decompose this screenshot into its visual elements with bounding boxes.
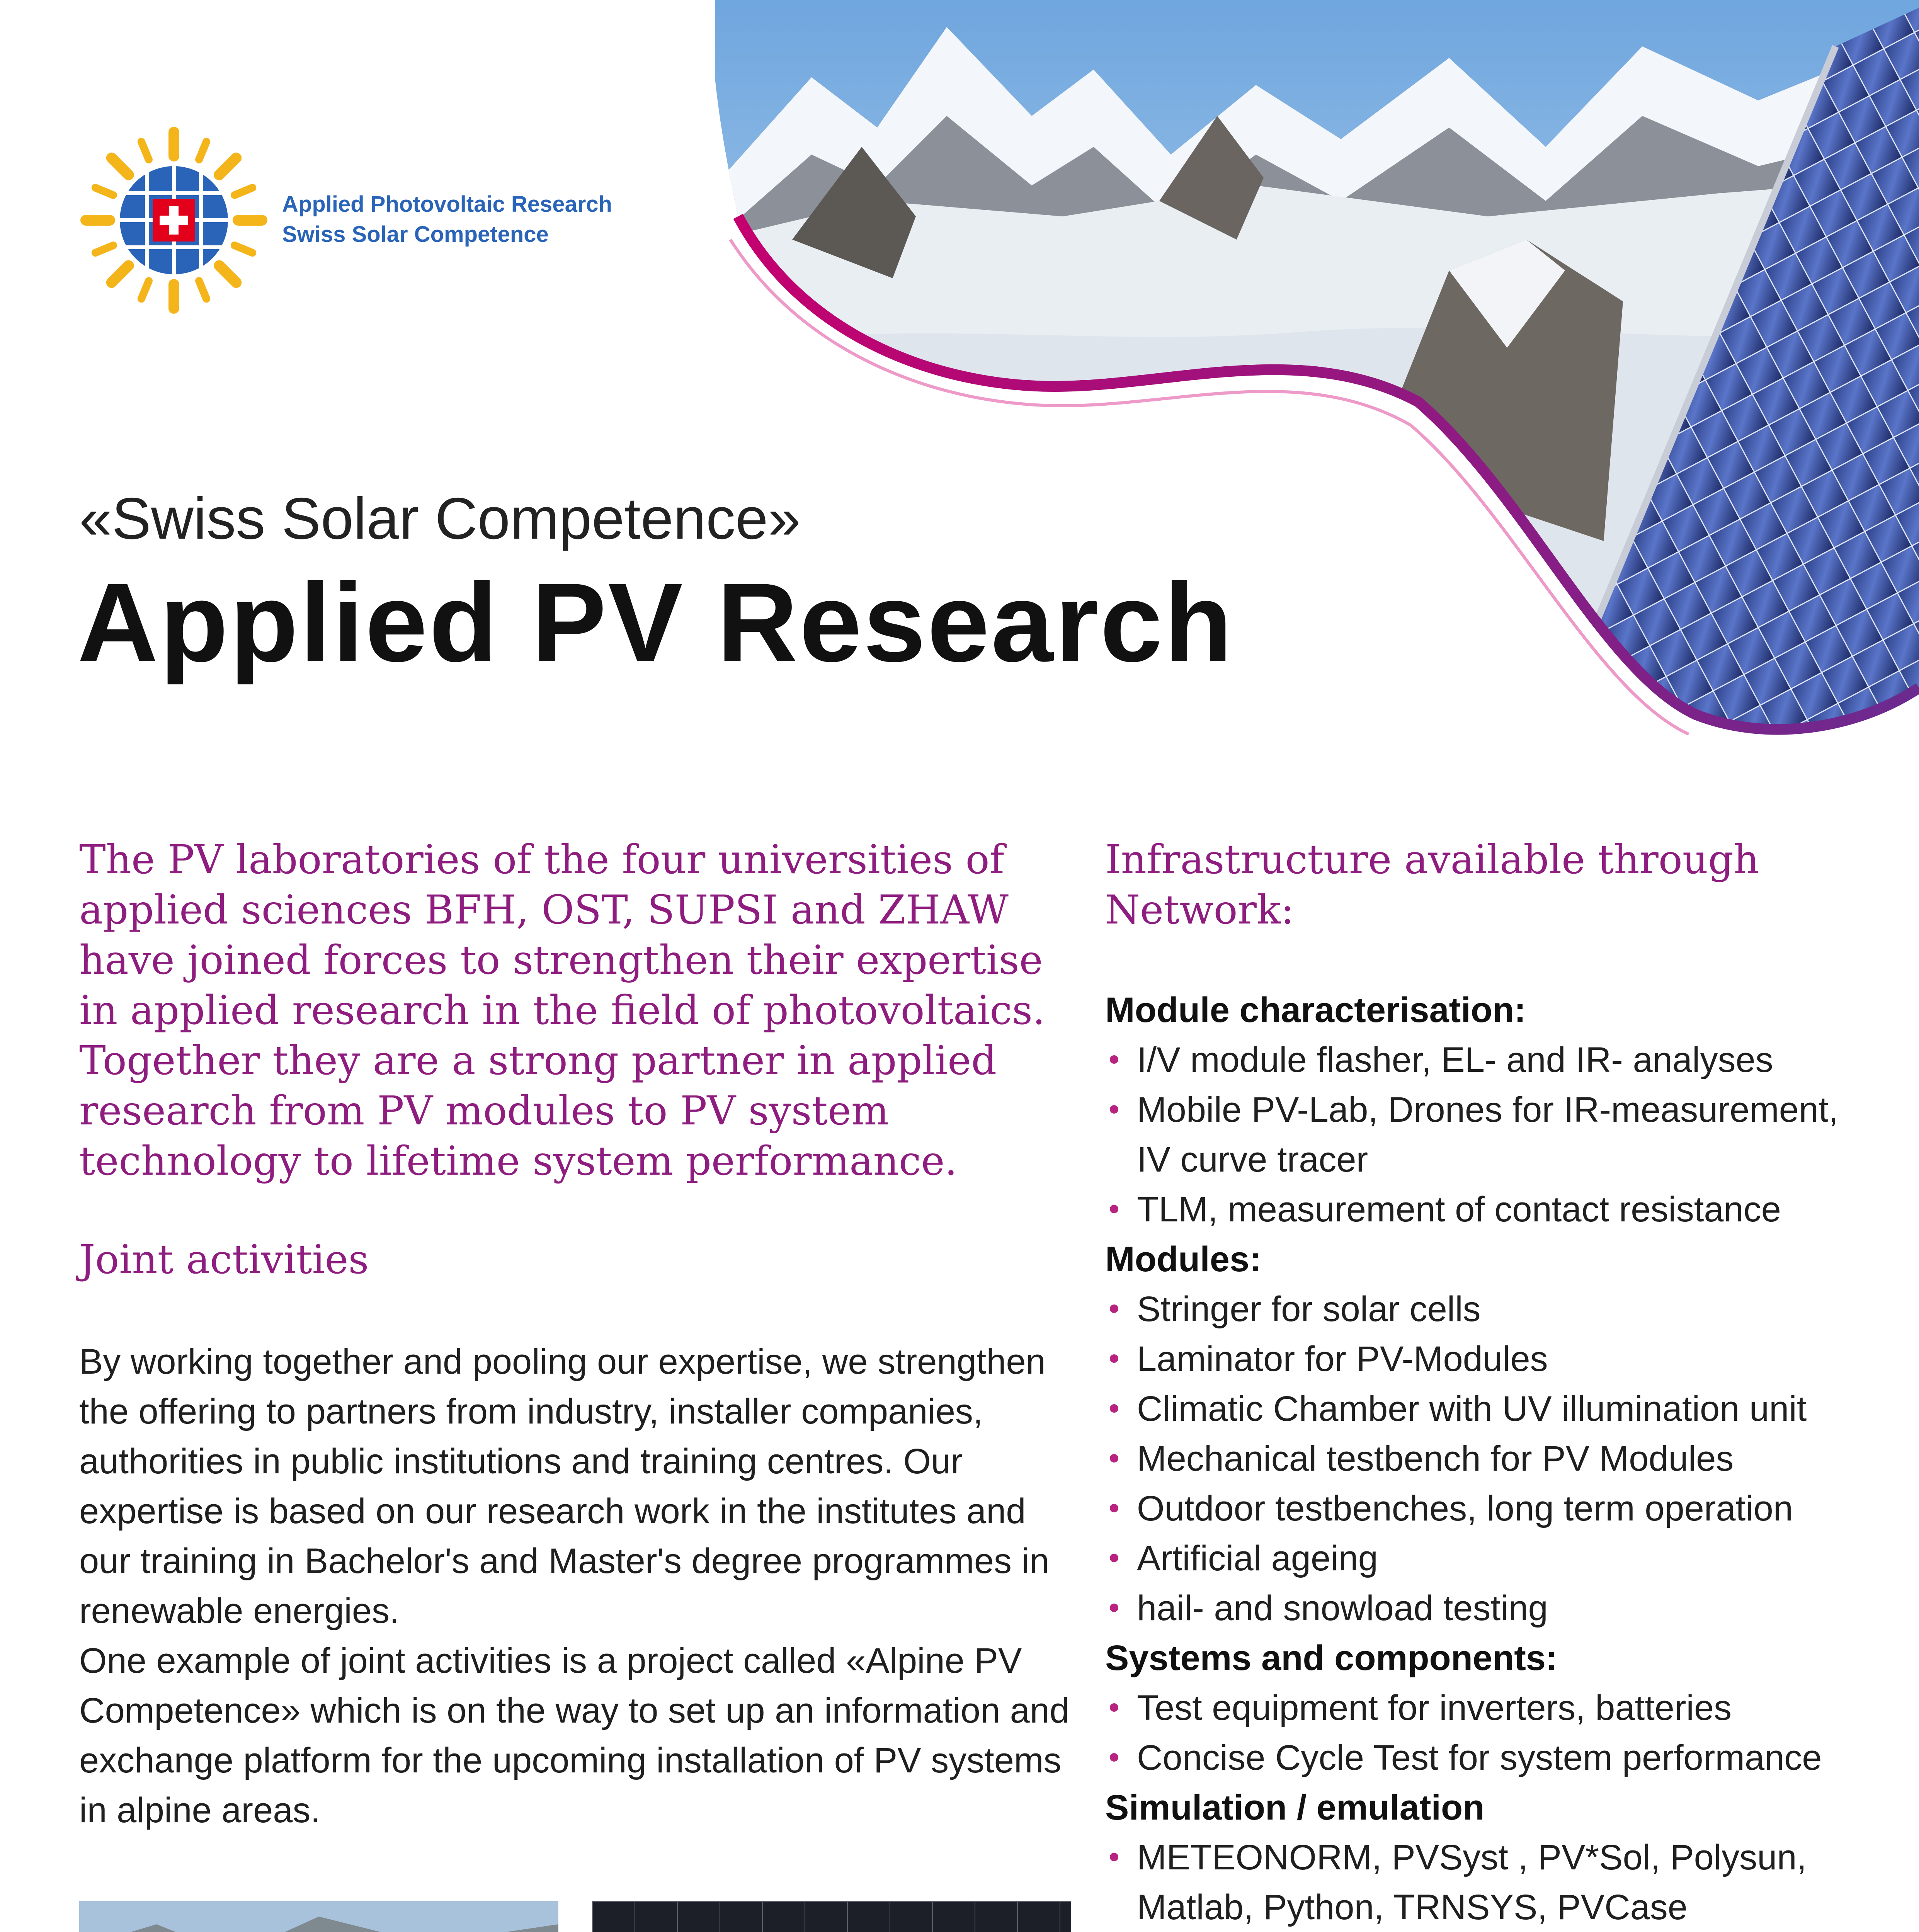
list-item: hail- and snowload testing — [1105, 1583, 1863, 1633]
joint-activities-text — [79, 1337, 1076, 1835]
list-item: Artificial ageing — [1105, 1534, 1863, 1583]
page-title: Applied PV Research — [77, 560, 1234, 685]
joint-activities-heading: Joint activities — [79, 1236, 369, 1283]
list-item: METEONORM, PVSyst , PV*Sol, Polysun, Matlab, Python, TRNSYS, PVCase — [1105, 1833, 1863, 1932]
list-simulation-emulation — [1105, 1833, 1863, 1932]
photo-hail-testing — [592, 1901, 1071, 1932]
list-systems-components — [1105, 1683, 1863, 1783]
swiss-sun-logo-icon — [77, 124, 270, 317]
logo-line-1: Applied Photovoltaic Research — [282, 192, 612, 217]
logo — [77, 124, 742, 317]
list-item: Laminator for PV-Modules — [1105, 1334, 1863, 1384]
page-subtitle: «Swiss Solar Competence» — [79, 486, 801, 551]
list-module-characterisation — [1105, 1035, 1863, 1235]
list-item: Test equipment for inverters, batteries — [1105, 1683, 1863, 1733]
list-item: TLM, measurement of contact resistance — [1105, 1185, 1863, 1235]
list-item: Concise Cycle Test for system performance — [1105, 1733, 1863, 1783]
infrastructure-column — [1105, 835, 1863, 1932]
joint-activities-paragraph-2: One example of joint activities is a project called «Alpine PV Competence» which is on the way to set up an information and exchange platform for the upcoming installation of PV systems in alpine areas. — [79, 1641, 1070, 1830]
list-item: Mobile PV-Lab, Drones for IR-measurement, IV curve tracer — [1105, 1085, 1863, 1185]
section-title-module-characterisation: Module characterisation: — [1105, 990, 1526, 1030]
list-item: Mechanical testbench for PV Modules — [1105, 1434, 1863, 1484]
joint-activities-paragraph-1: By working together and pooling our expertise, we strengthen the offering to partners from industry, installer companies, authorities in public institutions and training centres. Our expertise is based on our research work in the institutes and our training in Bachelor's and Master's degree programmes in renewable energies. — [79, 1342, 1050, 1631]
list-modules — [1105, 1284, 1863, 1633]
photo-mobile-pv-lab — [79, 1901, 558, 1932]
list-item: Outdoor testbenches, long term operation — [1105, 1484, 1863, 1534]
section-title-modules: Modules: — [1105, 1240, 1261, 1279]
list-item: Climatic Chamber with UV illumination unit — [1105, 1384, 1863, 1434]
logo-text — [282, 189, 612, 250]
section-title-simulation-emulation: Simulation / emulation — [1105, 1788, 1485, 1827]
logo-line-2: Swiss Solar Competence — [282, 222, 549, 247]
list-item: I/V module flasher, EL- and IR- analyses — [1105, 1035, 1863, 1085]
list-item: Stringer for solar cells — [1105, 1284, 1863, 1334]
infrastructure-heading: Infrastructure available through Network: — [1105, 837, 1759, 933]
intro-paragraph: The PV laboratories of the four universities of applied sciences BFH, OST, SUPSI and ZHAW have joined forces to strengthen their expertise in applied research in the field of photovoltaics. Together they are a strong partner in applied research from PV modules to PV system technology to lifetime system performance. — [79, 837, 1045, 1184]
section-title-systems-components: Systems and components: — [1105, 1638, 1558, 1678]
